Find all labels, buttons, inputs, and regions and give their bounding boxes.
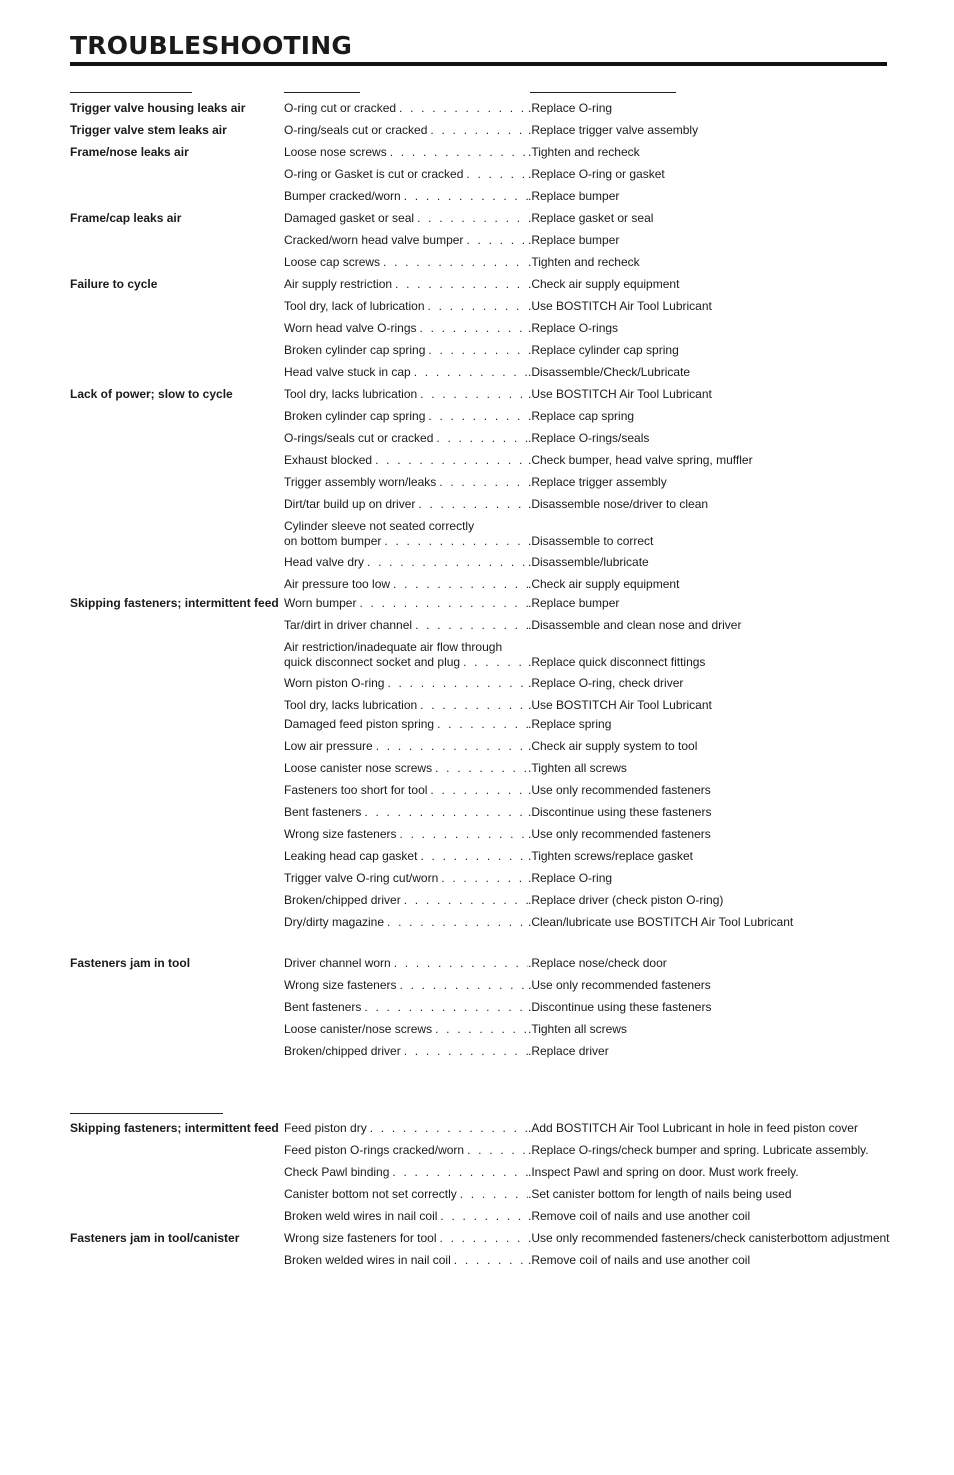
cause-text: Worn bumper: [284, 596, 357, 610]
cause-cell: [284, 1044, 528, 1059]
cause-cell: [284, 849, 528, 864]
cause-cell: [284, 409, 528, 424]
solution-cell: .Discontinue using these fasteners: [528, 805, 712, 819]
dot-leader: [467, 1143, 528, 1158]
solution-cell: .Tighten all screws: [528, 761, 627, 775]
cause-text: Tar/dirt in driver channel: [284, 618, 413, 632]
table-row: [70, 783, 890, 805]
solution-cell: .Use only recommended fasteners: [528, 783, 711, 797]
cause-text: Worn piston O-ring: [284, 676, 385, 690]
cause-text: Damaged gasket or seal: [284, 211, 415, 225]
cause-cell: [284, 101, 528, 116]
cause-cell: [284, 1165, 528, 1180]
solution-cell: .Replace O-ring, check driver: [528, 676, 684, 690]
cause-cell: [284, 167, 528, 182]
solution-cell: .Replace O-rings/seals: [528, 431, 650, 445]
troubleshooting-table-coil: [70, 1121, 890, 1275]
solution-cell: .Replace O-ring: [528, 101, 613, 115]
cause-cell: [284, 1000, 528, 1015]
solution-cell: .Use only recommended fasteners: [528, 827, 711, 841]
cause-text: Dry/dirty magazine: [284, 915, 385, 929]
solution-cell: .Tighten screws/replace gasket: [528, 849, 693, 863]
solution-cell: .Replace O-rings/check bumper and spring. Lubricate assembly.: [528, 1143, 869, 1157]
table-row: [70, 739, 890, 761]
table-row: [70, 431, 890, 453]
dot-leader: [440, 1209, 528, 1224]
cause-text: Driver channel worn: [284, 956, 391, 970]
table-row: [70, 211, 890, 233]
problem-cell: Frame/cap leaks air: [70, 211, 182, 225]
solution-cell: .Check air supply equipment: [528, 577, 680, 591]
dot-leader: [387, 915, 528, 930]
cause-text: Bumper cracked/worn: [284, 189, 401, 203]
table-row: [70, 596, 890, 618]
cause-text: Broken cylinder cap spring: [284, 343, 426, 357]
dot-leader: [440, 1231, 528, 1246]
cause-text: Tool dry, lacks lubrication: [284, 387, 418, 401]
solution-cell: .Tighten all screws: [528, 1022, 627, 1036]
cause-text: Bent fasteners: [284, 1000, 362, 1014]
cause-cell: [284, 255, 528, 270]
dot-leader: [417, 211, 528, 226]
cause-text: Feed piston O-rings cracked/worn: [284, 1143, 465, 1157]
solution-cell: .Replace driver (check piston O-ring): [528, 893, 724, 907]
cause-cell: [284, 1231, 528, 1246]
solution-cell: .Disassemble to correct: [528, 534, 654, 548]
cause-cell: [284, 956, 528, 971]
cause-text: Worn head valve O-rings: [284, 321, 417, 335]
dot-leader: [466, 167, 528, 182]
solution-cell: .Check air supply equipment: [528, 277, 680, 291]
cause-cell: [284, 189, 528, 204]
cause-cell: [284, 783, 528, 798]
cause-text: Wrong size fasteners: [284, 827, 397, 841]
table-row: [70, 915, 890, 937]
dot-leader: [436, 431, 528, 446]
problem-cell: Trigger valve stem leaks air: [70, 123, 227, 137]
dot-leader: [430, 123, 528, 138]
solution-cell: .Replace bumper: [528, 233, 620, 247]
table-row: [70, 676, 890, 698]
cause-text: Cracked/worn head valve bumper: [284, 233, 464, 247]
dot-leader: [367, 555, 528, 570]
cause-text: Loose canister/nose screws: [284, 1022, 433, 1036]
cause-cell: [284, 343, 528, 358]
dot-leader: [359, 596, 528, 611]
dot-leader: [400, 827, 529, 842]
table-row: [70, 365, 890, 387]
table-row: [70, 761, 890, 783]
table-row: [70, 233, 890, 255]
solution-cell: .Use BOSTITCH Air Tool Lubricant: [528, 299, 712, 313]
cause-text: quick disconnect socket and plug: [284, 655, 461, 669]
table-row: [70, 387, 890, 409]
table-row: [70, 871, 890, 893]
page-title: TROUBLESHOOTING: [70, 31, 353, 60]
solution-cell: .Add BOSTITCH Air Tool Lubricant in hole in feed piston cover: [528, 1121, 858, 1135]
dot-leader: [420, 321, 528, 336]
problem-cell: Lack of power; slow to cycle: [70, 387, 233, 401]
table-row: [70, 475, 890, 497]
cause-text: Wrong size fasteners for tool: [284, 1231, 437, 1245]
cause-text: O-rings/seals cut or cracked: [284, 431, 434, 445]
cause-text: Low air pressure: [284, 739, 373, 753]
cause-cell: [284, 1187, 528, 1202]
table-row: [70, 1143, 890, 1165]
solution-cell: .Replace driver: [528, 1044, 609, 1058]
cause-cell: [284, 431, 528, 446]
solution-cell: .Check air supply system to tool: [528, 739, 698, 753]
dot-leader: [400, 978, 529, 993]
dot-leader: [420, 698, 528, 713]
problem-cell: Skipping fasteners; intermittent feed: [70, 596, 279, 610]
cause-cell: [284, 1022, 528, 1037]
problem-cell: Fasteners jam in tool: [70, 956, 191, 970]
cause-text: Head valve dry: [284, 555, 365, 569]
cause-text: Fasteners too short for tool: [284, 783, 428, 797]
dot-leader: [404, 189, 528, 204]
dot-leader: [390, 145, 528, 160]
troubleshooting-table-main: [70, 101, 890, 937]
solution-cell: .Replace cap spring: [528, 409, 635, 423]
cause-text: Air supply restriction: [284, 277, 393, 291]
table-row: [70, 717, 890, 739]
table-row: [70, 497, 890, 519]
table-row: [70, 123, 890, 145]
dot-leader: [394, 956, 528, 971]
table-row: [70, 978, 890, 1000]
table-row: [70, 277, 890, 299]
dot-leader: [364, 1000, 528, 1015]
solution-cell: .Inspect Pawl and spring on door. Must work freely.: [528, 1165, 799, 1179]
table-row: [70, 956, 890, 978]
table-row: [70, 255, 890, 277]
cause-column-header-rule: [284, 92, 360, 93]
solution-cell: .Replace O-ring: [528, 871, 613, 885]
title-underline: [70, 62, 887, 66]
dot-leader: [435, 761, 528, 776]
solution-cell: .Replace trigger assembly: [528, 475, 667, 489]
dot-leader: [399, 101, 528, 116]
cause-cell: [284, 321, 528, 336]
cause-text: Air pressure too low: [284, 577, 391, 591]
cause-text: Loose canister nose screws: [284, 761, 433, 775]
dot-leader: [463, 655, 528, 670]
dot-leader: [437, 717, 528, 732]
table-row: [70, 1000, 890, 1022]
dot-leader: [418, 497, 528, 512]
table-row: [70, 167, 890, 189]
solution-cell: .Set canister bottom for length of nails being used: [528, 1187, 792, 1201]
cause-text: Broken cylinder cap spring: [284, 409, 426, 423]
cause-text: Loose cap screws: [284, 255, 381, 269]
cause-cell: [284, 805, 528, 820]
cause-cell: [284, 739, 528, 754]
cause-cell: [284, 365, 528, 380]
cause-cell: [284, 676, 528, 691]
cause-cell: [284, 211, 528, 226]
solution-cell: .Clean/lubricate use BOSTITCH Air Tool Lubricant: [528, 915, 794, 929]
cause-text: Broken/chipped driver: [284, 893, 401, 907]
cause-cell: [284, 717, 528, 732]
cause-cell: [284, 555, 528, 570]
dot-leader: [404, 893, 528, 908]
cause-cell: [284, 1143, 528, 1158]
cause-cell: [284, 453, 528, 468]
table-row: [70, 827, 890, 849]
problem-cell: Failure to cycle: [70, 277, 158, 291]
cause-text-line1: Cylinder sleeve not seated correctly: [284, 519, 475, 533]
dot-leader: [428, 299, 528, 314]
cause-text: Trigger valve O-ring cut/worn: [284, 871, 439, 885]
problem-cell: Fasteners jam in tool/canister: [70, 1231, 240, 1245]
dot-leader: [376, 739, 528, 754]
dot-leader: [430, 783, 528, 798]
problem-column-header-rule: [70, 92, 192, 93]
cause-cell: [284, 145, 528, 160]
solution-cell: .Replace nose/check door: [528, 956, 667, 970]
table-row: [70, 577, 890, 596]
table-row: [70, 343, 890, 365]
dot-leader: [428, 343, 528, 358]
solution-cell: .Disassemble/Check/Lubricate: [528, 365, 691, 379]
table-row: [70, 893, 890, 915]
cause-cell: [284, 871, 528, 886]
table-row: [70, 409, 890, 431]
solution-cell: .Discontinue using these fasteners: [528, 1000, 712, 1014]
cause-cell: [284, 299, 528, 314]
table-row: [70, 299, 890, 321]
cause-text: Broken welded wires in nail coil: [284, 1253, 451, 1267]
solution-cell: .Use only recommended fasteners: [528, 978, 711, 992]
dot-leader: [460, 1187, 528, 1202]
troubleshooting-table-jams: [70, 956, 890, 1066]
solution-cell: .Use BOSTITCH Air Tool Lubricant: [528, 698, 712, 712]
solution-cell: .Disassemble nose/driver to clean: [528, 497, 709, 511]
problem-cell: Trigger valve housing leaks air: [70, 101, 246, 115]
dot-leader: [393, 577, 528, 592]
cause-cell: [284, 123, 528, 138]
dot-leader: [383, 255, 528, 270]
cause-cell: [284, 1121, 528, 1136]
problem-cell: Skipping fasteners; intermittent feed: [70, 1121, 279, 1135]
solution-cell: .Disassemble and clean nose and driver: [528, 618, 742, 632]
table-row: [70, 1231, 890, 1253]
table-row: [70, 1209, 890, 1231]
solution-cell: .Replace bumper: [528, 596, 620, 610]
cause-cell: [284, 893, 528, 908]
solution-cell: .Replace O-rings: [528, 321, 619, 335]
solution-cell: .Replace O-ring or gasket: [528, 167, 665, 181]
table-row: [70, 618, 890, 640]
cause-text: Canister bottom not set correctly: [284, 1187, 457, 1201]
solution-cell: .Replace gasket or seal: [528, 211, 654, 225]
cause-cell: [284, 1209, 528, 1224]
cause-cell: [284, 596, 528, 611]
dot-leader: [392, 1165, 528, 1180]
dot-leader: [441, 871, 528, 886]
cause-text: Leaking head cap gasket: [284, 849, 418, 863]
cause-text: O-ring cut or cracked: [284, 101, 397, 115]
table-row: [70, 453, 890, 475]
dot-leader: [364, 805, 528, 820]
dot-leader: [420, 849, 528, 864]
cause-cell: [284, 978, 528, 993]
cause-cell: [284, 519, 528, 549]
solution-cell: .Replace cylinder cap spring: [528, 343, 679, 357]
solution-cell: .Replace bumper: [528, 189, 620, 203]
cause-text: Exhaust blocked: [284, 453, 373, 467]
solution-cell: .Use only recommended fasteners/check canisterbottom adjustment: [528, 1231, 890, 1245]
cause-text: Tool dry, lack of lubrication: [284, 299, 425, 313]
dot-leader: [384, 534, 528, 549]
table-row: [70, 1121, 890, 1143]
solution-cell: .Tighten and recheck: [528, 255, 640, 269]
table-row: [70, 1187, 890, 1209]
table-row: [70, 519, 890, 555]
cause-cell: [284, 577, 528, 592]
cause-text: Broken/chipped driver: [284, 1044, 401, 1058]
table-row: [70, 555, 890, 577]
table-row: [70, 1022, 890, 1044]
cause-cell: [284, 915, 528, 930]
dot-leader: [387, 676, 528, 691]
dot-leader: [414, 365, 528, 380]
cause-text: Damaged feed piston spring: [284, 717, 435, 731]
dot-leader: [375, 453, 528, 468]
dot-leader: [439, 475, 528, 490]
cause-text: Dirt/tar build up on driver: [284, 497, 416, 511]
table-row: [70, 1253, 890, 1275]
cause-cell: [284, 277, 528, 292]
cause-cell: [284, 497, 528, 512]
solution-cell: .Remove coil of nails and use another coil: [528, 1253, 751, 1267]
solution-cell: .Replace trigger valve assembly: [528, 123, 699, 137]
dot-leader: [370, 1121, 528, 1136]
solution-cell: .Tighten and recheck: [528, 145, 640, 159]
solution-cell: .Remove coil of nails and use another coil: [528, 1209, 751, 1223]
cause-text: Broken weld wires in nail coil: [284, 1209, 438, 1223]
table-row: [70, 640, 890, 676]
table-row: [70, 145, 890, 167]
table-row: [70, 189, 890, 211]
cause-cell: [284, 618, 528, 633]
cause-text: Feed piston dry: [284, 1121, 367, 1135]
cause-cell: [284, 698, 528, 713]
solution-cell: .Disassemble/lubricate: [528, 555, 649, 569]
cause-cell: [284, 387, 528, 402]
table-row: [70, 321, 890, 343]
cause-text: O-ring/seals cut or cracked: [284, 123, 428, 137]
cause-cell: [284, 827, 528, 842]
dot-leader: [435, 1022, 528, 1037]
cause-text: Head valve stuck in cap: [284, 365, 411, 379]
solution-column-header-rule: [530, 92, 676, 93]
dot-leader: [454, 1253, 528, 1268]
problem-cell: Frame/nose leaks air: [70, 145, 189, 159]
dot-leader: [404, 1044, 528, 1059]
cause-text: on bottom bumper: [284, 534, 382, 548]
table-row: [70, 1044, 890, 1066]
coil-section-header-rule: [70, 1113, 223, 1114]
solution-cell: .Replace spring: [528, 717, 612, 731]
cause-text: Wrong size fasteners: [284, 978, 397, 992]
table-row: [70, 698, 890, 717]
solution-cell: .Replace quick disconnect fittings: [528, 655, 706, 669]
cause-cell: [284, 761, 528, 776]
dot-leader: [466, 233, 528, 248]
solution-cell: .Use BOSTITCH Air Tool Lubricant: [528, 387, 712, 401]
table-row: [70, 805, 890, 827]
dot-leader: [428, 409, 528, 424]
cause-text: Bent fasteners: [284, 805, 362, 819]
cause-text: Check Pawl binding: [284, 1165, 390, 1179]
cause-text: Tool dry, lacks lubrication: [284, 698, 418, 712]
cause-cell: [284, 1253, 528, 1268]
cause-text-line1: Air restriction/inadequate air flow through: [284, 640, 503, 654]
cause-cell: [284, 233, 528, 248]
cause-cell: [284, 475, 528, 490]
table-row: [70, 1165, 890, 1187]
dot-leader: [395, 277, 528, 292]
table-row: [70, 849, 890, 871]
cause-text: Trigger assembly worn/leaks: [284, 475, 437, 489]
dot-leader: [420, 387, 528, 402]
solution-cell: .Check bumper, head valve spring, muffler: [528, 453, 753, 467]
cause-cell: [284, 640, 528, 670]
dot-leader: [415, 618, 528, 633]
cause-text: Loose nose screws: [284, 145, 387, 159]
cause-text: O-ring or Gasket is cut or cracked: [284, 167, 464, 181]
table-row: [70, 101, 890, 123]
